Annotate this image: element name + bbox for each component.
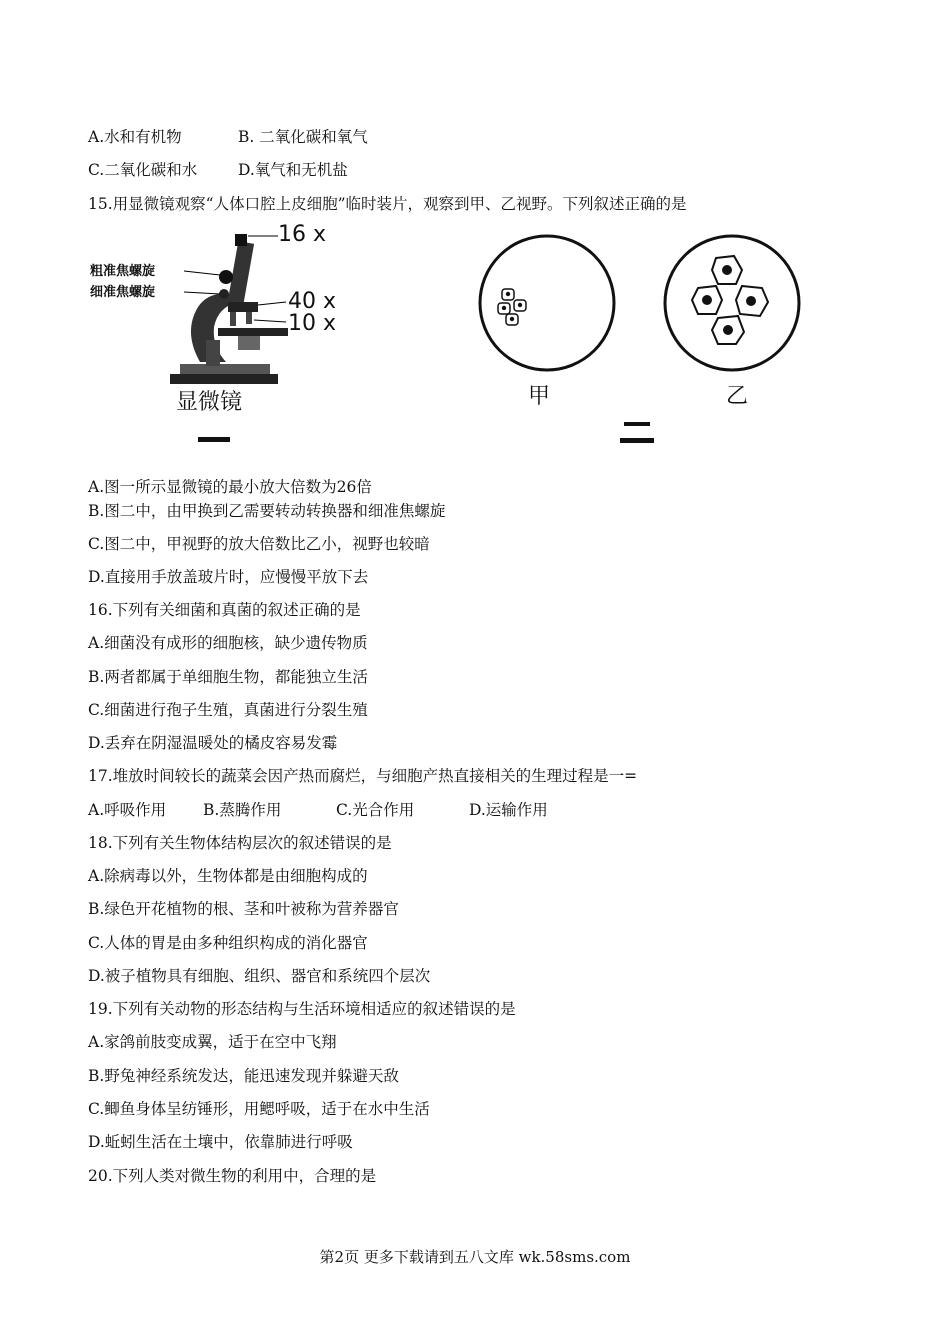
q19-stem: 19.下列有关动物的形态结构与生活环境相适应的叙述错误的是 — [88, 1000, 516, 1018]
q19-option-a: A.家鸽前肢变成翼，适于在空中飞翔 — [88, 1033, 337, 1051]
q17-option-a: A.呼吸作用 — [88, 801, 167, 819]
q18-option-b: B.绿色开花植物的根、茎和叶被称为营养器官 — [88, 900, 399, 918]
fine-focus-label: 细准焦螺旋 — [90, 285, 156, 300]
figure-2-number — [620, 420, 654, 450]
microscope-icon — [88, 222, 348, 452]
q14-option-a: A.水和有机物 — [88, 128, 182, 146]
q14-option-b: B. 二氧化碳和氧气 — [238, 128, 368, 146]
q19-option-c: C.鲫鱼身体呈纺锤形，用鳃呼吸，适于在水中生活 — [88, 1100, 430, 1118]
microscope-figure — [88, 222, 348, 452]
q14-option-d: D.氧气和无机盐 — [238, 161, 348, 179]
q17-stem: 17.堆放时间较长的蔬菜会因产热而腐烂，与细胞产热直接相关的生理过程是一= — [88, 767, 638, 785]
q16-option-a: A.细菌没有成形的细胞核，缺少遗传物质 — [88, 634, 368, 652]
objective-10x-label: 10 x — [288, 311, 337, 336]
q16-stem: 16.下列有关细菌和真菌的叙述正确的是 — [88, 601, 361, 619]
coarse-focus-label: 粗准焦螺旋 — [90, 264, 156, 279]
q15-option-d: D.直接用手放盖玻片时，应慢慢平放下去 — [88, 568, 369, 586]
eyepiece-magnification: 16 x — [278, 222, 327, 247]
q17-option-c: C.光合作用 — [336, 801, 415, 819]
q14-option-row-2 — [88, 160, 348, 180]
q19-option-b: B.野兔神经系统发达，能迅速发现并躲避天敌 — [88, 1067, 399, 1085]
q17-option-d: D.运输作用 — [469, 801, 548, 819]
q15-option-c: C.图二中，甲视野的放大倍数比乙小，视野也较暗 — [88, 535, 430, 553]
q14-option-c: C.二氧化碳和水 — [88, 161, 198, 179]
objective-40x-label: 40 x — [288, 289, 337, 314]
figure-1-number — [198, 420, 230, 450]
q16-option-c: C.细菌进行孢子生殖，真菌进行分裂生殖 — [88, 701, 368, 719]
q18-option-a: A.除病毒以外，生物体都是由细胞构成的 — [88, 867, 368, 885]
q16-option-d: D.丢弃在阴湿温暖处的橘皮容易发霉 — [88, 734, 338, 752]
q17-option-b: B.蒸腾作用 — [203, 801, 282, 819]
q15-stem: 15.用显微镜观察“人体口腔上皮细胞”临时装片，观察到甲、乙视野。下列叙述正确的是 — [88, 195, 687, 213]
q16-option-b: B.两者都属于单细胞生物，都能独立生活 — [88, 668, 368, 686]
q18-option-d: D.被子植物具有细胞、组织、器官和系统四个层次 — [88, 967, 431, 985]
page-footer: 第2页 更多下载请到五八文库 wk.58sms.com — [319, 1248, 631, 1266]
q18-stem: 18.下列有关生物体结构层次的叙述错误的是 — [88, 834, 392, 852]
q15-option-a: A.图一所示显微镜的最小放大倍数为26倍 — [88, 478, 372, 496]
q17-options-row — [88, 800, 548, 820]
q15-option-b: B.图二中，由甲换到乙需要转动转换器和细准焦螺旋 — [88, 502, 446, 520]
q19-option-d: D.蚯蚓生活在土壤中，依靠肺进行呼吸 — [88, 1133, 353, 1151]
q18-option-c: C.人体的胃是由多种组织构成的消化器官 — [88, 934, 368, 952]
q14-option-row-1 — [88, 127, 368, 147]
microscope-caption: 显微镜 — [176, 390, 243, 415]
view-a-label: 甲 — [528, 384, 551, 409]
view-b-label: 乙 — [726, 384, 749, 409]
q20-stem: 20.下列人类对微生物的利用中，合理的是 — [88, 1167, 377, 1185]
